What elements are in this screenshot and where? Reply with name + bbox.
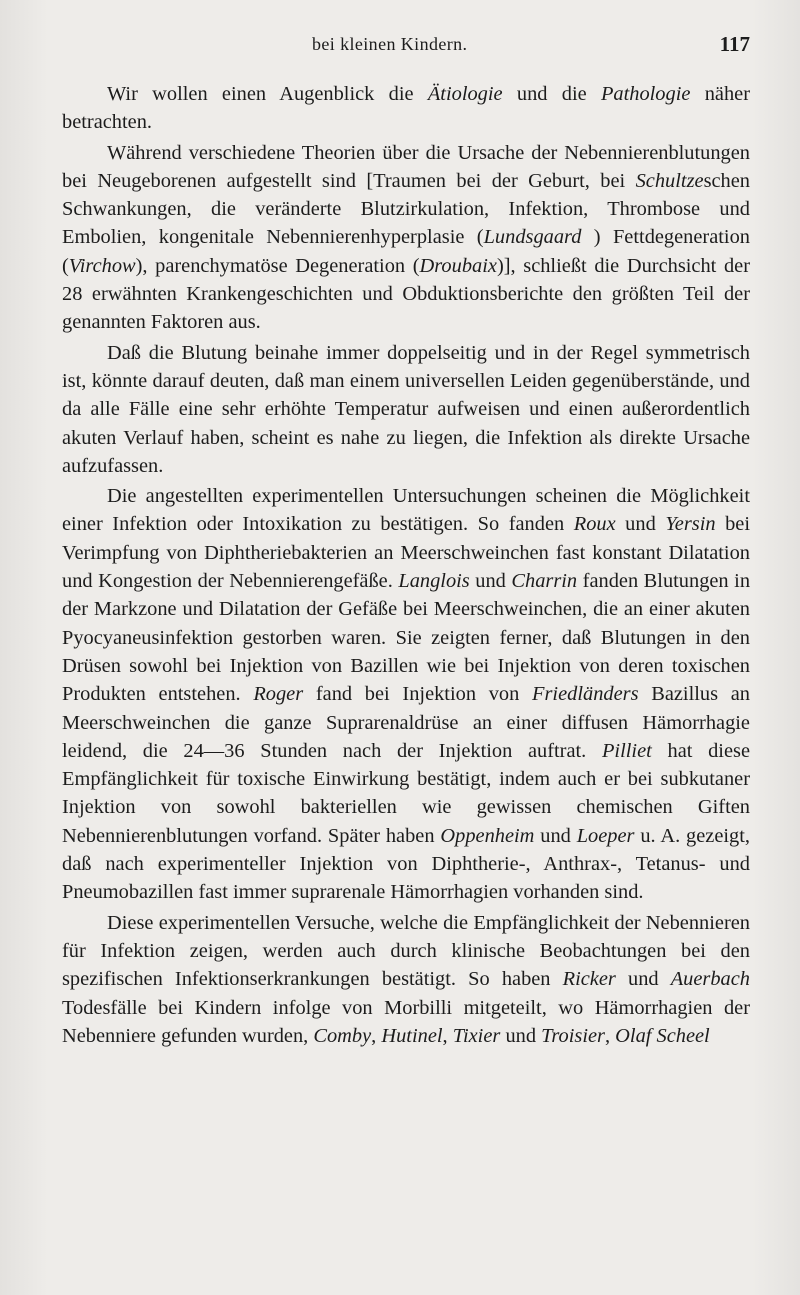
- text-run: ,: [442, 1024, 453, 1047]
- cited-name: Lundsgaard: [483, 226, 582, 249]
- cited-name: Virchow: [68, 254, 136, 277]
- page-number: 117: [719, 32, 750, 56]
- text-run: schen Schwankungen, die veränderte Blutzirkulation, Infektion, Thrombose und Embolien, kongenitale Nebennierenhyperplasie (: [62, 169, 750, 249]
- text-run: und: [615, 513, 666, 536]
- text-run: Bazillus an Meerschweinchen die ganze Suprarenaldrüse an einer diffusen Hämorrhagie leidend, die 24—36 Stunden nach der Injektion auftrat.: [62, 683, 750, 762]
- cited-name: Ätiologie: [427, 83, 503, 105]
- cited-name: Droubaix: [419, 254, 497, 277]
- cited-name: Yersin: [665, 513, 716, 536]
- cited-name: Oppenheim: [440, 824, 535, 847]
- text-run: fanden Blutungen in der Markzone und Dilatation der Gefäße bei Meerschweinchen, die an einer akuten Pyocyaneusinfektion gestorben waren. Sie zeigten ferner, daß Blutungen in den Drüsen sowohl bei Injektion von Bazillen wie bei Injektion von deren toxischen Produkten entstehen.: [62, 570, 751, 706]
- cited-name: Charrin: [511, 570, 578, 593]
- cited-name: Ricker: [562, 968, 616, 991]
- text-run: ,: [604, 1024, 616, 1047]
- cited-name: Pilliet: [601, 739, 652, 762]
- text-run: ) Fettdegeneration (: [62, 226, 750, 277]
- text-run: u. A. gezeigt, daß nach experimenteller Injektion von Diphtherie-, Anthrax-, Tetanus- und Pneumobazillen fast immer suprarenale Hämorrhagien vorhanden sind.: [62, 824, 750, 904]
- paragraph-experiments: [62, 482, 750, 906]
- text-run: bei Verimpfung von Diphtheriebakterien an Meerschweinchen fast konstant Dilatation und Kongestion der Nebennierengefäße.: [62, 513, 751, 593]
- cited-name: Friedländers: [532, 683, 639, 706]
- text-run: Während verschiedene Theorien über die Ursache der Nebennierenblutungen bei Neugeborenen aufgestellt sind [Traumen bei der Geburt, bei: [62, 141, 750, 192]
- text-run: Todesfälle bei Kindern infolge von Morbilli mitgeteilt, wo Hämorrhagien der Nebenniere gefunden wurden,: [62, 996, 750, 1047]
- text-run: und: [534, 824, 577, 847]
- running-head: [0, 32, 800, 62]
- cited-name: Olaf Scheel: [615, 1024, 710, 1047]
- text-run: ,: [371, 1024, 382, 1047]
- cited-name: Hutinel: [381, 1024, 443, 1047]
- text-run: Die angestellten experimentellen Untersuchungen scheinen die Möglichkeit einer Infektion oder Intoxikation zu bestätigen. So fanden: [62, 485, 750, 536]
- text-run: fand bei Injektion von: [303, 683, 533, 706]
- text-run: Diese experimentellen Versuche, welche die Empfänglichkeit der Nebennieren für Infektion zeigen, werden auch durch klinische Beobachtungen bei den spezifischen Infektionserkrankungen bestätigt. So haben: [62, 911, 750, 991]
- cited-name: Comby: [313, 1024, 372, 1047]
- text-run: Daß die Blutung beinahe immer doppelseitig und in der Regel symmetrisch ist, könnte darauf deuten, daß man einem universellen Leiden gegenüberstände, und da alle Fälle eine sehr erhöhte Temperatur aufweisen und einen außerordentlich akuten Verlauf haben, scheint es nahe zu liegen, die Infektion als direkte Ursache aufzufassen.: [62, 341, 750, 477]
- cited-name: Schultze: [635, 169, 704, 192]
- cited-name: Roux: [573, 513, 616, 536]
- cited-name: Roger: [253, 683, 304, 706]
- text-run: Wir wollen einen Augenblick die: [107, 83, 428, 105]
- text-run: und: [469, 570, 512, 593]
- paragraph-etiology-intro: [62, 80, 750, 137]
- cited-name: Loeper: [576, 824, 635, 847]
- cited-name: Troisier: [541, 1024, 605, 1047]
- paragraph-infection-cause: [62, 339, 750, 480]
- text-run: und: [615, 968, 671, 991]
- cited-name: Pathologie: [600, 83, 691, 105]
- running-title: bei kleinen Kindern.: [312, 34, 468, 54]
- body-text: [62, 80, 750, 1050]
- text-run: ), parenchymatöse Degeneration (: [135, 254, 420, 277]
- paragraph-clinical-observations: [62, 909, 750, 1050]
- cited-name: Tixier: [452, 1024, 501, 1047]
- cited-name: Langlois: [398, 570, 470, 593]
- text-run: näher betrachten.: [62, 83, 750, 134]
- text-run: )], schließt die Durchsicht der 28 erwähnten Krankengeschichten und Obduktionsberichte den größten Teil der genannten Faktoren aus.: [62, 254, 751, 334]
- paragraph-theories: [62, 139, 750, 337]
- cited-name: Auerbach: [670, 968, 750, 991]
- text-run: und: [500, 1024, 542, 1047]
- text-run: hat diese Empfänglichkeit für toxische Einwirkung bestätigt, indem auch er bei subkutaner Injektion von sowohl bakteriellen wie gewissen chemischen Giften Nebennierenblutungen vorfand. Später haben: [62, 739, 750, 847]
- text-run: und die: [502, 83, 601, 105]
